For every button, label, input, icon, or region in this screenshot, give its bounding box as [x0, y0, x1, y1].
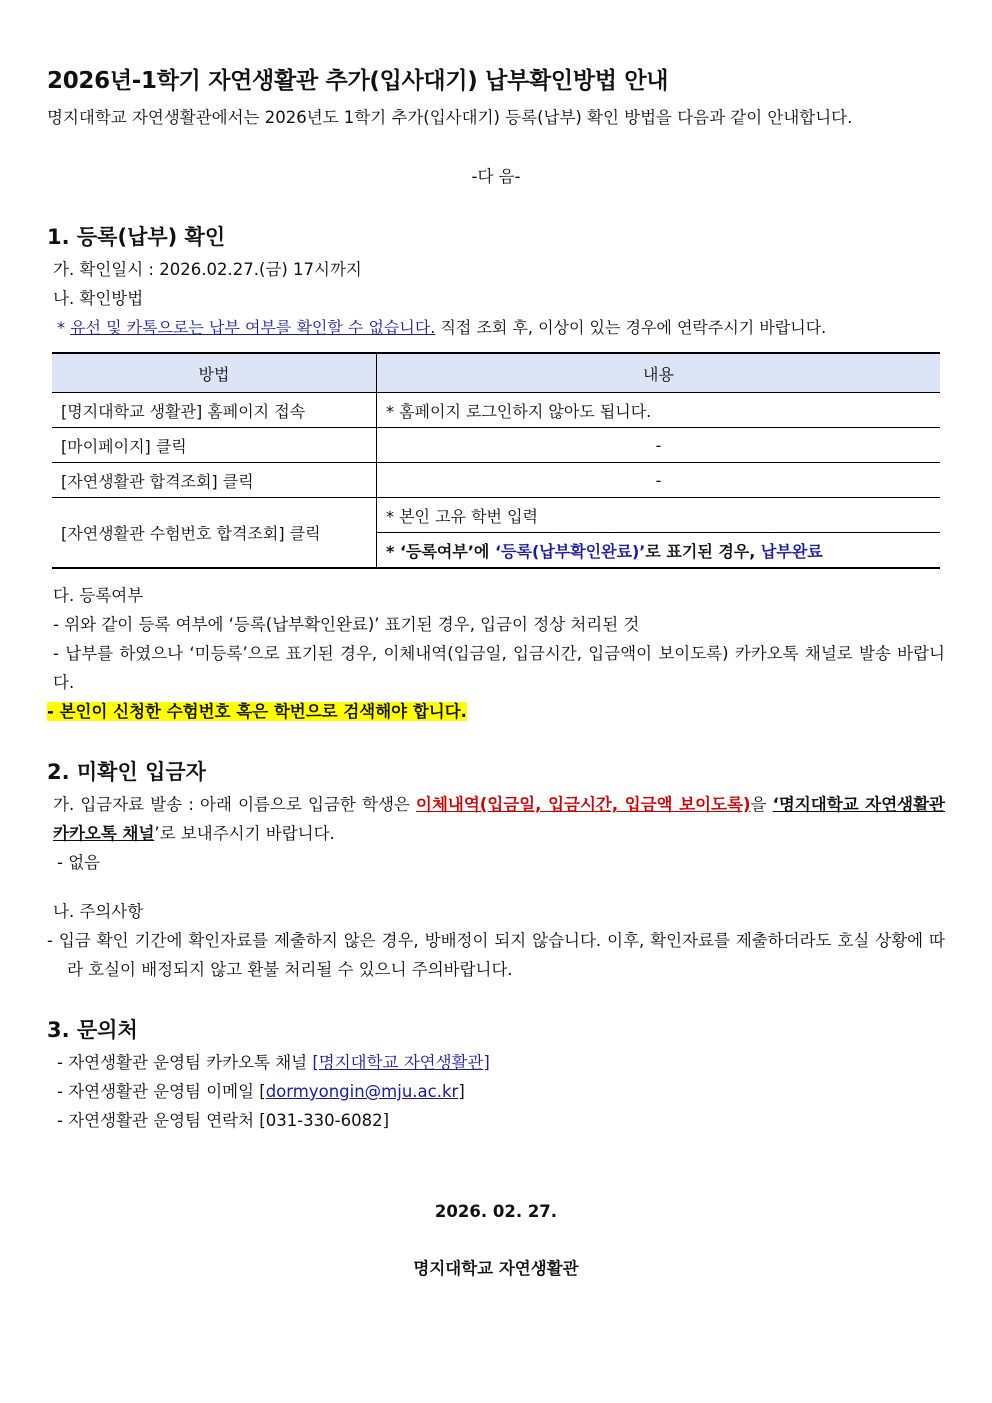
unverified-none: - 없음 [57, 853, 101, 872]
status-line-1: - 위와 같이 등록 여부에 ‘등록(납부확인완료)’ 표기된 경우, 입금이 정상 처리된 것 [53, 615, 640, 634]
caution-label: 나. 주의사항 [53, 902, 144, 921]
complete-label: 납부완료 [760, 541, 823, 561]
contact-kakao-prefix: - 자연생활관 운영팀 카카오톡 채널 [57, 1053, 313, 1072]
table-row [52, 498, 940, 533]
table-cell-method: [마이페이지] 클릭 [52, 428, 377, 463]
page-title: 2026년-1학기 자연생활관 추가(입사대기) 납부확인방법 안내 [47, 68, 669, 94]
section-1-heading: 1. 등록(납부) 확인 [47, 225, 226, 249]
deposit-channel: ‘명지대학교 자연생활관 카카오톡 채널 [53, 795, 945, 843]
table-cell-content-complete [377, 533, 941, 569]
table-row [52, 393, 940, 428]
complete-status: ‘등록(납부확인완료)’ [494, 541, 646, 561]
status-highlight: - 본인이 신청한 수험번호 혹은 학번으로 검색해야 합니다. [47, 702, 467, 721]
check-date-line [47, 255, 945, 284]
issuer-name: 명지대학교 자연생활관 [413, 1259, 579, 1278]
table-row [52, 463, 940, 498]
contact-kakao [47, 1048, 945, 1077]
table-cell-content: - [377, 463, 941, 498]
status-label: 다. 등록여부 [53, 586, 144, 605]
check-note [47, 313, 945, 342]
complete-part-1: * ‘등록여부’에 [386, 541, 495, 561]
table-header-method: 방법 [52, 353, 377, 393]
status-highlight-line [47, 697, 945, 726]
issue-date: 2026. 02. 27. [434, 1202, 558, 1221]
table-cell-content: * 홈페이지 로그인하지 않아도 됩니다. [377, 393, 941, 428]
contact-email [47, 1077, 945, 1106]
table-cell-method: [명지대학교 생활관] 홈페이지 접속 [52, 393, 377, 428]
check-date-text: 가. 확인일시 : 2026.02.27.(금) 17시까지 [53, 260, 362, 279]
caution-text: - 입금 확인 기간에 확인자료를 제출하지 않은 경우, 방배정이 되지 않습니다. 이후, 확인자료를 제출하더라도 호실 상황에 따라 호실이 배정되지 않고 환불 처리될 수 있으니 주의바랍니다. [47, 931, 945, 979]
dam-separator: -다 음- [471, 167, 521, 186]
note-warning: 유선 및 카톡으로는 납부 여부를 확인할 수 없습니다. [70, 318, 436, 337]
deposit-red-text: 이체내역(입금일, 입금시간, 입금액 보이도록) [416, 795, 751, 814]
notice-document [47, 62, 945, 1283]
deposit-part-c: ’로 보내주시기 바랍니다. [154, 824, 335, 843]
section-3-heading: 3. 문의처 [47, 1018, 138, 1042]
deposit-part-b: 을 [750, 795, 773, 814]
table-cell-method: [자연생활관 수험번호 합격조회] 클릭 [52, 498, 377, 569]
section-2-heading: 2. 미확인 입금자 [47, 760, 206, 784]
contact-email-suffix: ] [458, 1082, 465, 1101]
status-line-2: - 납부를 하였으나 ‘미등록’으로 표기된 경우, 이체내역(입금일, 입금시간, 입금액이 보이도록) 카카오톡 채널로 발송 바랍니다. [53, 644, 945, 692]
email-link[interactable]: dormyongin@mju.ac.kr [265, 1082, 459, 1101]
table-row [52, 428, 940, 463]
table-cell-content: - [377, 428, 941, 463]
table-header-content: 내용 [377, 353, 941, 393]
note-rest: 직접 조회 후, 이상이 있는 경우에 연락주시기 바랍니다. [435, 318, 827, 337]
check-method-label: 나. 확인방법 [53, 289, 144, 308]
note-asterisk: * [57, 318, 71, 337]
intro-text: 명지대학교 자연생활관에서는 2026년도 1학기 추가(입사대기) 등록(납부) 확인 방법을 다음과 같이 안내합니다. [47, 108, 853, 127]
contact-phone: - 자연생활관 운영팀 연락처 [031-330-6082] [57, 1111, 390, 1130]
table-cell-content: * 본인 고유 학번 입력 [377, 498, 941, 533]
check-method-table [52, 352, 940, 569]
deposit-instruction [47, 790, 945, 848]
contact-email-prefix: - 자연생활관 운영팀 이메일 [ [57, 1082, 266, 1101]
table-cell-method: [자연생활관 합격조회] 클릭 [52, 463, 377, 498]
kakao-channel-link[interactable]: [명지대학교 자연생활관] [312, 1053, 490, 1072]
deposit-part-a: 가. 입금자료 발송 : 아래 이름으로 입금한 학생은 [53, 795, 417, 814]
complete-part-3: 로 표기된 경우, [645, 541, 761, 561]
